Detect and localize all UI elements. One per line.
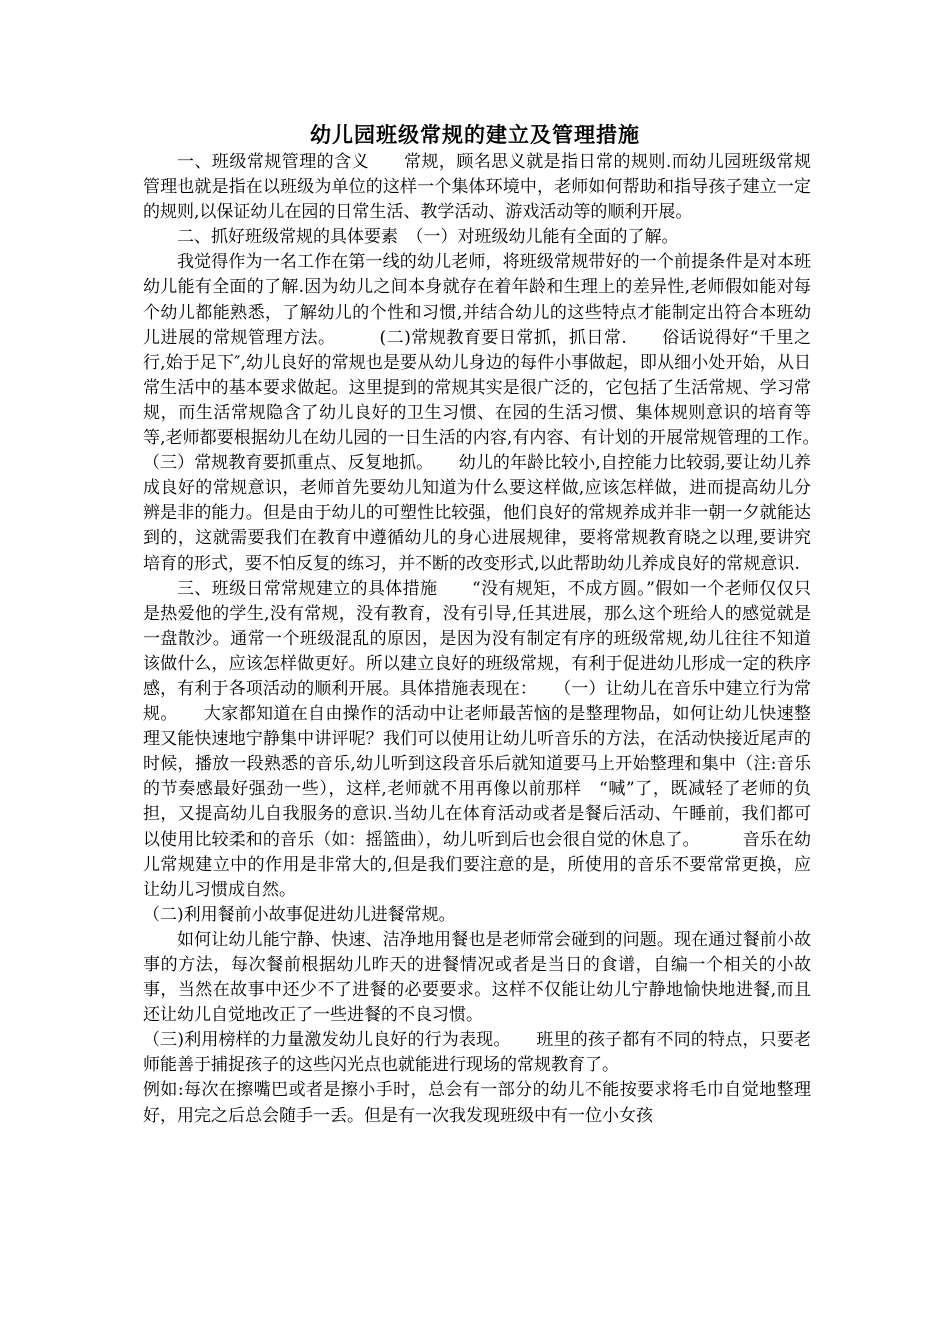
paragraph: 一、班级常规管理的含义 常规，顾名思义就是指日常的规则.而幼儿园班级常规管理也就是指在以班级为单位的这样一个集体环境中，老师如何帮助和指导孩子建立一定的规则,以保证幼儿在园的日常生活、教学活动、游戏活动等的顺利开展。 bbox=[143, 152, 811, 223]
paragraph: 二、抓好班级常规的具体要素 （一）对班级幼儿能有全面的了解。 bbox=[177, 227, 679, 248]
paragraph: 我觉得作为一名工作在第一线的幼儿老师，将班级常规带好的一个前提条件是对本班幼儿能有全面的了解.因为幼儿之间本身就存在着年龄和生理上的差异性,老师假如能对每个幼儿都能熟悉，了解幼儿的个性和习惯,并结合幼儿的这些特点才能制定出符合本班幼儿进展的常规管理方法。 (二)常规教育要日常抓，抓日常. 俗话说得好“千里之行,始于足下″,幼儿良好的常规也是要从幼儿身边的每件小事做起，即从细小处开始，从日常生活中的基本要求做起。这里提到的常规其实是很广泛的，它包括了生活常规、学习常规，而生活常规隐含了幼儿良好的卫生习惯、在园的生活习惯、集体规则意识的培育等等,老师都要根据幼儿在幼儿园的一日生活的内容,有内容、有计划的开展常规管理的工作。 （三）常规教育要抓重点、反复地抓。 幼儿的年龄比较小,自控能力比较弱,要让幼儿养成良好的常规意识，老师首先要幼儿知道为什么要这样做,应该怎样做，进而提高幼儿分辨是非的能力。但是由于幼儿的可塑性比较强，他们良好的常规养成并非一朝一夕就能达到的，这就需要我们在教育中遵循幼儿的身心进展规律，要将常规教育晓之以理,要讲究培育的形式，要不怕反复的练习，并不断的改变形式,以此帮助幼儿养成良好的常规意识. bbox=[143, 252, 845, 574]
document-title: 幼儿园班级常规的建立及管理措施 bbox=[310, 122, 640, 147]
paragraph: （三)利用榜样的力量激发幼儿良好的行为表现。 班里的孩子都有不同的特点，只要老师能善于捕捉孩子的这些闪光点也就能进行现场的常规教育了。 bbox=[143, 1030, 811, 1076]
paragraph: 如何让幼儿能宁静、快速、洁净地用餐也是老师常会碰到的问题。现在通过餐前小故事的方法，每次餐前根据幼儿昨天的进餐情况或者是当日的食谱，自编一个相关的小故事，当然在故事中还少不了进餐的必要要求。这样不仅能让幼儿宁静地愉快地进餐,而且还让幼儿自觉地改正了一些进餐的不良习惯。 bbox=[143, 929, 811, 1026]
paragraph: 三、班级日常常规建立的具体措施 “没有规矩，不成方圆。”假如一个老师仅仅只是热爱他的学生,没有常规，没有教育，没有引导,任其进展，那么这个班给人的感觉就是一盘散沙。通常一个班级混乱的原因，是因为没有制定有序的班级常规,幼儿往往不知道该做什么，应该怎样做更好。所以建立良好的班级常规，有利于促进幼儿形成一定的秩序感，有利于各项活动的顺利开展。具体措施表现在： （一）让幼儿在音乐中建立行为常规。 大家都知道在自由操作的活动中让老师最苦恼的是整理物品，如何让幼儿快速整理又能快速地宁静集中讲评呢？我们可以使用让幼儿听音乐的方法，在活动快接近尾声的时候，播放一段熟悉的音乐,幼儿听到这段音乐后就知道要马上开始整理和集中（注:音乐的节奏感最好强劲一些），这样,老师就不用再像以前那样 “喊”了，既减轻了老师的负担，又提高幼儿自我服务的意识.当幼儿在体育活动或者是餐后活动、午睡前，我们都可以使用比较柔和的音乐（如：摇篮曲），幼儿听到后也会很自觉的休息了。 音乐在幼儿常规建立中的作用是非常大的,但是我们要注意的是，所使用的音乐不要常常更换，应让幼儿习惯成自然。 bbox=[143, 578, 811, 900]
paragraph: （二)利用餐前小故事促进幼儿进餐常规。 bbox=[143, 904, 456, 925]
document-body bbox=[143, 150, 845, 1129]
paragraph: 例如:每次在擦嘴巴或者是擦小手时，总会有一部分的幼儿不能按要求将毛巾自觉地整理好，用完之后总会随手一丢。但是有一次我发现班级中有一位小女孩 bbox=[143, 1080, 811, 1126]
